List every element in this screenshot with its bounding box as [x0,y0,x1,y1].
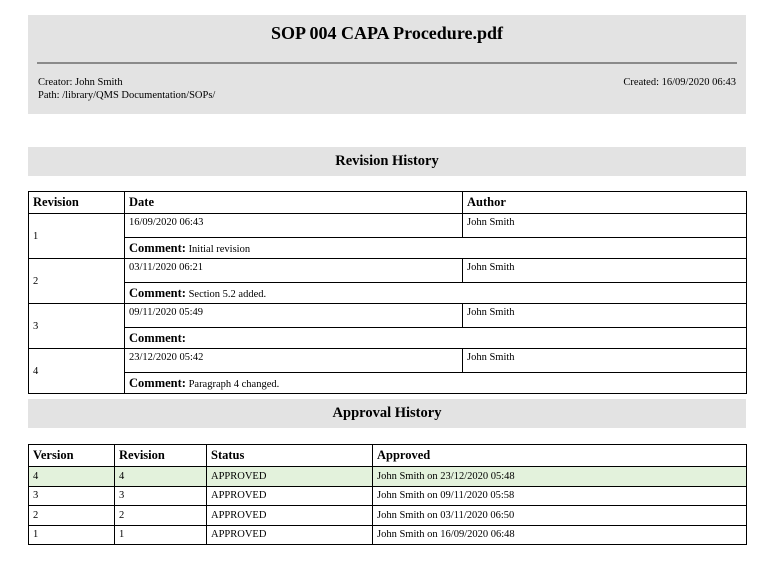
revision-number: 1 [29,214,125,259]
approval-row [29,486,747,506]
comment-text: Section 5.2 added. [188,288,267,300]
revision-number: 4 [29,349,125,394]
document-title: SOP 004 CAPA Procedure.pdf [270,23,503,43]
document-meta [38,76,215,102]
revision-comment [125,238,747,259]
approval-approved: John Smith on 03/11/2020 06:50 [373,506,747,526]
header-date: Date [125,192,463,214]
revision-comment [125,283,747,304]
document-header [28,15,746,114]
header-revision: Revision [115,445,207,467]
revision-row [29,259,747,283]
approval-row [29,506,747,526]
approval-version: 2 [29,506,115,526]
revision-author: John Smith [463,349,747,373]
comment-label: Comment: [129,240,186,255]
revision-author: John Smith [463,214,747,238]
approval-status: APPROVED [207,506,373,526]
table-header-row [29,445,747,467]
approval-version: 4 [29,467,115,487]
approval-revision: 2 [115,506,207,526]
header-status: Status [207,445,373,467]
comment-label: Comment: [129,375,186,390]
revision-row [29,349,747,373]
approval-history-table [28,444,747,545]
approval-version: 3 [29,486,115,506]
revision-number: 3 [29,304,125,349]
revision-comment-row [29,373,747,394]
revision-date: 23/12/2020 05:42 [125,349,463,373]
approval-status: APPROVED [207,486,373,506]
revision-author: John Smith [463,259,747,283]
approval-revision: 1 [115,525,207,545]
approval-revision: 3 [115,486,207,506]
header-revision: Revision [29,192,125,214]
revision-comment-row [29,238,747,259]
comment-text: Paragraph 4 changed. [188,378,280,390]
revision-author: John Smith [463,304,747,328]
revision-history-heading: Revision History [28,147,746,176]
revision-number: 2 [29,259,125,304]
approval-status: APPROVED [207,525,373,545]
path-text: Path: /library/QMS Documentation/SOPs/ [38,90,216,101]
revision-comment-row [29,283,747,304]
comment-text: Initial revision [188,243,251,255]
revision-row [29,214,747,238]
revision-date: 09/11/2020 05:49 [125,304,463,328]
revision-row [29,304,747,328]
approval-row [29,467,747,487]
approval-status: APPROVED [207,467,373,487]
revision-comment-row [29,328,747,349]
revision-date: 16/09/2020 06:43 [125,214,463,238]
revision-comment [125,328,747,349]
comment-label: Comment: [129,285,186,300]
created-text: Created: 16/09/2020 06:43 [623,77,736,88]
header-version: Version [29,445,115,467]
header-divider [37,62,737,64]
revision-history-table [28,191,747,394]
approval-approved: John Smith on 09/11/2020 05:58 [373,486,747,506]
approval-row [29,525,747,545]
approval-version: 1 [29,525,115,545]
approval-revision: 4 [115,467,207,487]
approval-approved: John Smith on 23/12/2020 05:48 [373,467,747,487]
approval-history-heading: Approval History [28,399,746,428]
table-header-row [29,192,747,214]
header-approved: Approved [373,445,747,467]
approval-approved: John Smith on 16/09/2020 06:48 [373,525,747,545]
revision-comment [125,373,747,394]
revision-date: 03/11/2020 06:21 [125,259,463,283]
creator-text: Creator: John Smith [38,77,123,88]
comment-label: Comment: [129,330,186,345]
header-author: Author [463,192,747,214]
